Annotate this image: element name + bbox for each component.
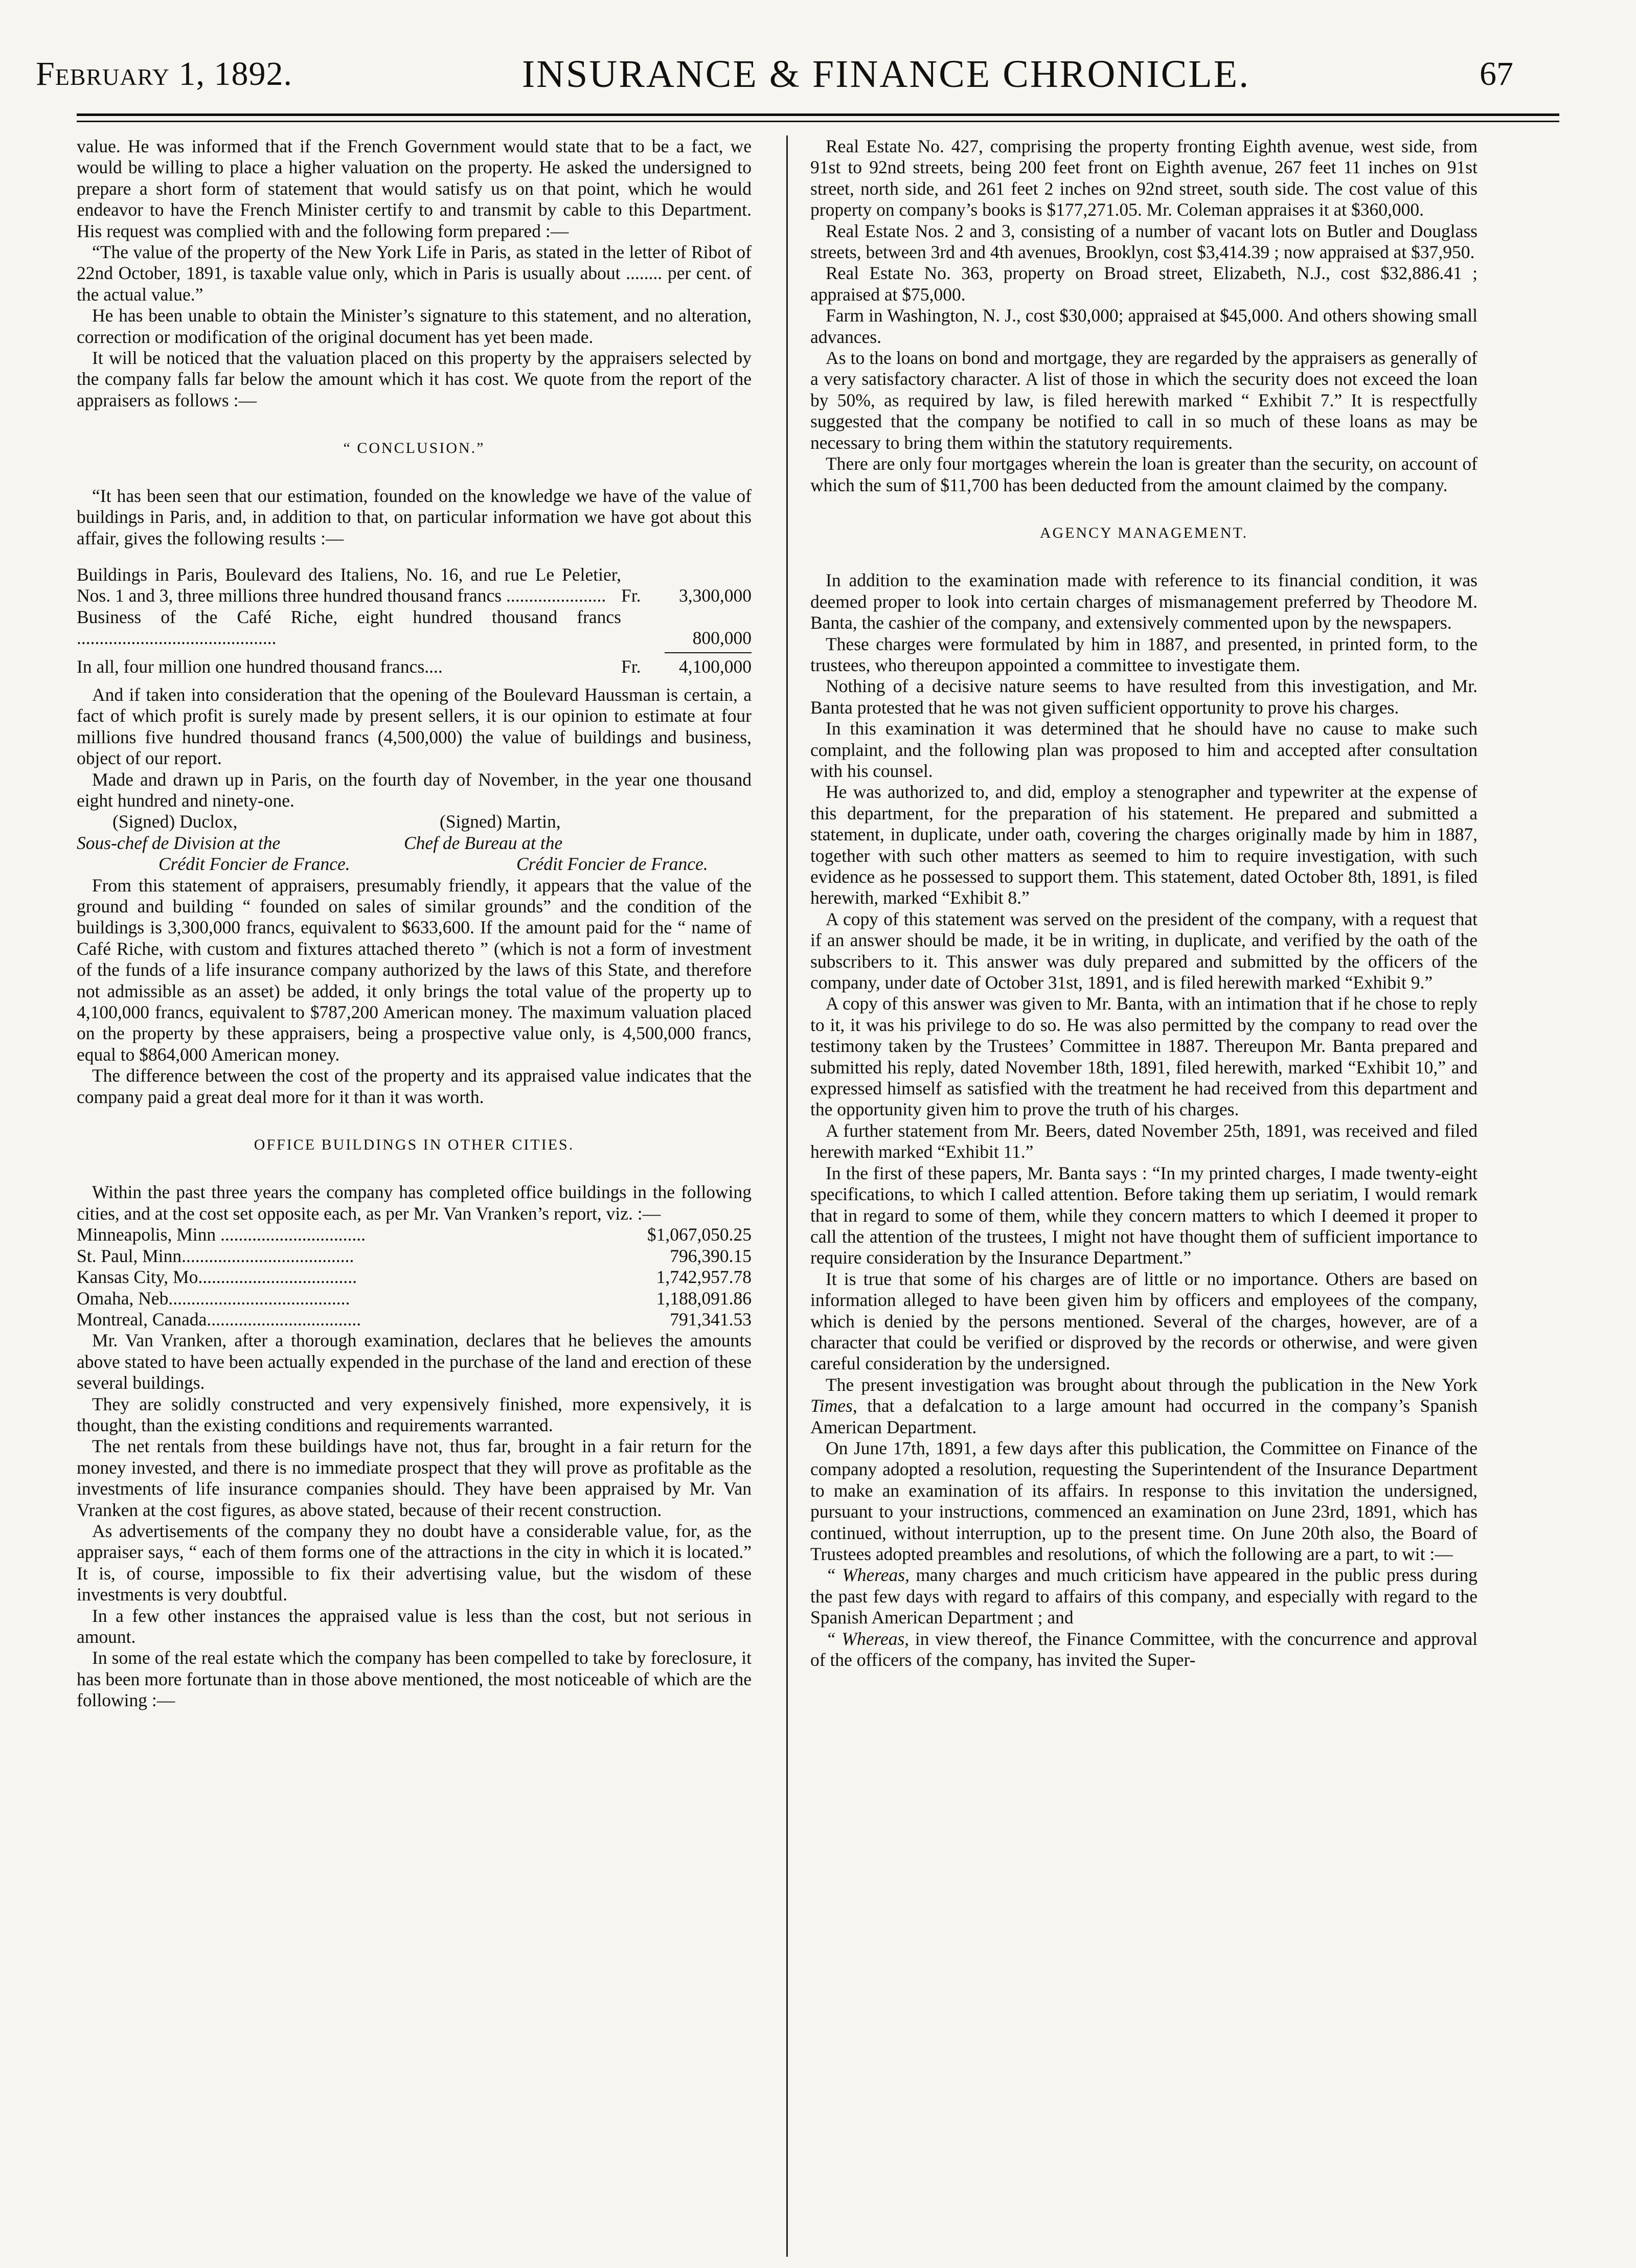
paragraph: There are only four mortgages wherein the loan is greater than the security, on account of which the sum of $11,700 has been deducted from the amount claimed by the company.	[810, 453, 1478, 495]
header-rule-thick	[77, 113, 1559, 116]
sum-rule	[665, 652, 752, 653]
paragraph: Nothing of a decisive nature seems to have resulted from this investigation, and Mr. Banta protested that he was not given sufficient opportunity to prove his charges.	[810, 676, 1478, 718]
section-heading-office-buildings: OFFICE BUILDINGS IN OTHER CITIES.	[254, 1136, 575, 1154]
newspaper-name: Times	[810, 1395, 853, 1416]
valuation-label: Business of the Café Riche, eight hundred thousand francs ............................................	[77, 606, 621, 649]
valuation-amount: 800,000	[692, 628, 752, 649]
paragraph: Mr. Van Vranken, after a thorough examination, declares that he believes the amounts above stated to have been actually expended in the purchase of the land and erection of these several buildings.	[77, 1330, 752, 1393]
paragraph: In addition to the examination made with reference to its financial condition, it was deemed proper to look into certain charges of mismanagement preferred by Theodore M. Banta, the cashier of the company, and extensively commented upon by the newspapers.	[810, 570, 1478, 633]
city-cost: 796,390.15	[670, 1245, 752, 1266]
currency-label: Fr.	[621, 585, 641, 606]
paragraph: A further statement from Mr. Beers, dated November 25th, 1891, was received and filed herewith marked “Exhibit 11.”	[810, 1120, 1478, 1162]
list-item	[77, 1288, 752, 1309]
total-label: In all, four million one hundred thousand francs....	[77, 656, 443, 677]
city-name: Montreal, Canada..................................	[77, 1309, 361, 1330]
paragraph: They are solidly constructed and very expensively finished, more expensively, it is thought, than the existing conditions and requirements warranted.	[77, 1393, 752, 1435]
city-name: Omaha, Neb........................................	[77, 1288, 350, 1309]
paragraph: value. He was informed that if the French Government would state that to be a fact, we would be willing to place a higher valuation on the property. He asked the undersigned to prepare a short form of statement that would satisfy us on that point, which he would endeavor to have the French Minister certify to and transmit by cable to this Department. His request was complied with and the following form prepared :—	[77, 136, 752, 241]
paragraph: From this statement of appraisers, presumably friendly, it appears that the value of the ground and building “ founded on sales of similar grounds” and the condition of the buildings is 3,300,000 francs, equivalent to $633,600. If the amount paid for the “ name of Café Riche, with custom and fixtures attached thereto ” (which is not a form of investment of the funds of a life insurance company authorized by the laws of this State, and therefore not admissible as an asset) be added, it only brings the total value of the property up to 4,100,000 francs, equivalent to $787,200 American money. The maximum valuation placed on the property by these appraisers, being a prospective value only, is 4,500,000 francs, equal to $864,000 American money.	[77, 875, 752, 1065]
signature-titles	[77, 833, 752, 854]
list-item	[77, 1267, 752, 1288]
list-item	[77, 1224, 752, 1245]
paragraph: Real Estate No. 427, comprising the property fronting Eighth avenue, west side, from 91st to 92nd streets, being 200 feet front on Eighth avenue, 267 feet 11 inches on 91st street, north side, and 261 feet 2 inches on 92nd street, south side. The cost value of this property on company’s books is $177,271.05. Mr. Coleman appraises it at $360,000.	[810, 136, 1478, 220]
section-heading-conclusion: “ CONCLUSION.”	[343, 440, 485, 457]
clause-text: in view thereof, the Finance Committee, with the concurrence and approval of the officers of the company, has invited the Super-	[810, 1628, 1478, 1670]
section-heading-agency-management: AGENCY MANAGEMENT.	[1039, 524, 1248, 541]
city-cost-list	[77, 1224, 752, 1330]
paragraph: In some of the real estate which the company has been compelled to take by foreclosure, it has been more fortunate than in those above mentioned, the most noticeable of which are the following :—	[77, 1647, 752, 1711]
list-item	[77, 1246, 752, 1267]
page-header	[36, 36, 1600, 112]
city-name: St. Paul, Minn......................................	[77, 1245, 354, 1266]
paragraph: “It has been seen that our estimation, founded on the knowledge we have of the value of buildings in Paris, and, in addition to that, on particular information we have got about this affair, gives the following results :—	[77, 485, 752, 548]
city-cost: 1,742,957.78	[656, 1267, 752, 1288]
paragraph-text: , that a defalcation to a large amount had occurred in the company’s Spanish American Department.	[810, 1395, 1478, 1437]
clause-text: many charges and much criticism have appeared in the public press during the past few days with regard to affairs of this company, and especially with regard to the Spanish American Department ; and	[810, 1565, 1478, 1628]
paragraph: He has been unable to obtain the Minister’s signature to this statement, and no alteration, correction or modification of the original document has yet been made.	[77, 305, 752, 347]
right-column	[810, 136, 1478, 1670]
paragraph: Within the past three years the company has completed office buildings in the following cities, and at the cost set opposite each, as per Mr. Van Vranken’s report, viz. :—	[77, 1182, 752, 1224]
paragraph: It will be noticed that the valuation placed on this property by the appraisers selected by the company falls far below the amount which it has cost. We quote from the report of the appraisers as follows :—	[77, 348, 752, 410]
paragraph: As advertisements of the company they no doubt have a considerable value, for, as the appraiser says, “ each of them forms one of the attractions in the city in which it is located.” It is, of course, impossible to fix their advertising value, but the wisdom of these investments is very doubtful.	[77, 1520, 752, 1605]
paragraph: A copy of this statement was served on the president of the company, with a request that if an answer should be made, it be in writing, in duplicate, and verified by the oath of the subscribers to it. This answer was duly prepared and submitted by the officers of the company, under date of October 31st, 1891, and is filed herewith marked “Exhibit 9.”	[810, 908, 1478, 993]
paragraph: Real Estate No. 363, property on Broad street, Elizabeth, N.J., cost $32,886.41 ; appraised at $75,000.	[810, 263, 1478, 305]
currency-label: Fr.	[621, 656, 641, 677]
signature-martin: (Signed) Martin,	[440, 811, 561, 832]
paragraph: As to the loans on bond and mortgage, they are regarded by the appraisers as generally of a very satisfactory character. A list of those in which the security does not exceed the loan by 50%, as required by law, is filed herewith marked “ Exhibit 7.” It is respectfully suggested that the company be notified to call in so much of these loans as may be necessary to bring them within the statutory requirements.	[810, 348, 1478, 453]
paragraph: These charges were formulated by him in 1887, and presented, in printed form, to the trustees, who thereupon appointed a committee to investigate them.	[810, 633, 1478, 675]
paragraph: The net rentals from these buildings have not, thus far, brought in a fair return for the money invested, and there is no immediate prospect that they will prove as profitable as the investments of life insurance companies should. They have been appraised by Mr. Van Vranken at the cost figures, as above stated, because of their recent construction.	[77, 1436, 752, 1520]
issue-date: February 1, 1892.	[36, 55, 292, 93]
city-cost: 791,341.53	[670, 1309, 752, 1330]
paragraph: The difference between the cost of the property and its appraised value indicates that the company paid a great deal more for it than it was worth.	[77, 1065, 752, 1107]
city-name: Minneapolis, Minn ................................	[77, 1224, 366, 1245]
signature-institution: Crédit Foncier de France.	[158, 854, 350, 875]
valuation-total	[77, 656, 752, 677]
valuation-item-business	[77, 607, 752, 649]
paragraph: Real Estate Nos. 2 and 3, consisting of a number of vacant lots on Butler and Douglass streets, between 3rd and 4th avenues, Brooklyn, cost $3,414.39 ; now appraised at $37,950.	[810, 220, 1478, 263]
signature-title: Chef de Bureau at the	[404, 832, 563, 853]
paragraph: In a few other instances the appraised value is less than the cost, but not serious in amount.	[77, 1605, 752, 1647]
list-item	[77, 1309, 752, 1330]
paragraph: He was authorized to, and did, employ a stenographer and typewriter at the expense of this department, for the preparation of his statement. He prepared and submitted a statement, in duplicate, under oath, covering the charges originally made by him in 1887, together with such other matters as seemed to him to require investigation, with such evidence as he possessed to support them. This statement, dated October 8th, 1891, is filed herewith, marked “Exhibit 8.”	[810, 782, 1478, 908]
paragraph: In this examination it was determined that he should have no cause to make such complaint, and the following plan was proposed to him and accepted after consultation with his counsel.	[810, 718, 1478, 781]
signature-duclox: (Signed) Duclox,	[112, 811, 238, 832]
signature-title: Sous-chef de Division at the	[77, 832, 281, 853]
paragraph: It is true that some of his charges are of little or no importance. Others are based on information alleged to have been given him by officers and employees of the company, which is denied by the persons mentioned. Several of the charges, however, are of a character that could be verified or disproved by the records or otherwise, and were given careful consideration by the undersigned.	[810, 1268, 1478, 1374]
whereas-label: “ Whereas,	[826, 1628, 910, 1649]
city-cost: $1,067,050.25	[647, 1224, 752, 1245]
total-amount: 4,100,000	[679, 656, 752, 677]
whereas-label: “ Whereas,	[826, 1565, 910, 1586]
paragraph-text: The present investigation was brought about through the publication in the New York	[826, 1374, 1478, 1395]
paragraph: A copy of this answer was given to Mr. Banta, with an intimation that if he chose to reply to it, it was his privilege to do so. He was also permitted by the company to read over the testimony taken by the Trustees’ Committee in 1887. Thereupon Mr. Banta prepared and submitted his reply, dated November 18th, 1891, filed herewith, marked “Exhibit 10,” and expressed himself as satisfied with the treatment he had received from this department and the opportunity given him to prove the truth of his charges.	[810, 993, 1478, 1120]
paragraph: In the first of these papers, Mr. Banta says : “In my printed charges, I made twenty-eight specifications, to which I called attention. Before taking them up seriatim, I would remark that in regard to some of them, while they concern matters to which I deemed it proper to call the attention of the trustees, I might not have thought them of sufficient importance to require consideration by the Insurance Department.”	[810, 1162, 1478, 1268]
quoted-form: “The value of the property of the New York Life in Paris, as stated in the letter of Ribot of 22nd October, 1891, is taxable value only, which in Paris is usually about ........ per cent. of the actual value.”	[77, 242, 752, 305]
resolution-clause	[810, 1629, 1478, 1671]
paragraph: And if taken into consideration that the opening of the Boulevard Haussman is certain, a fact of which profit is surely made by present sellers, it is our opinion to estimate at four millions five hundred thousand francs (4,500,000) the value of buildings and business, object of our report.	[77, 684, 752, 769]
paragraph: Farm in Washington, N. J., cost $30,000; appraised at $45,000. And others showing small advances.	[810, 305, 1478, 347]
valuation-item-buildings	[77, 564, 752, 607]
signature-institutions	[77, 854, 752, 875]
column-divider	[786, 135, 788, 2257]
paragraph: Made and drawn up in Paris, on the fourth day of November, in the year one thousand eight hundred and ninety-one.	[77, 769, 752, 811]
paragraph: On June 17th, 1891, a few days after this publication, the Committee on Finance of the company adopted a resolution, requesting the Superintendent of the Insurance Department to make an examination of its affairs. In response to this invitation the undersigned, pursuant to your instructions, commenced an examination on June 23rd, 1891, which has continued, without interruption, up to the present time. On June 20th also, the Board of Trustees adopted preambles and resolutions, of which the following are a part, to wit :—	[810, 1437, 1478, 1564]
valuation-amount: 3,300,000	[679, 585, 752, 606]
paragraph	[810, 1374, 1478, 1438]
left-column	[77, 136, 752, 1711]
header-rule-thin	[77, 121, 1559, 122]
resolution-clause	[810, 1565, 1478, 1628]
publication-title: INSURANCE & FINANCE CHRONICLE.	[521, 52, 1251, 96]
signature-names	[77, 811, 752, 832]
valuation-label: Buildings in Paris, Boulevard des Italiens, No. 16, and rue Le Peletier, Nos. 1 and 3, three millions three hundred thousand francs ......................	[77, 564, 621, 606]
signature-institution: Crédit Foncier de France.	[516, 854, 708, 875]
page-number: 67	[1479, 55, 1513, 93]
city-name: Kansas City, Mo...................................	[77, 1267, 357, 1288]
city-cost: 1,188,091.86	[656, 1288, 752, 1309]
